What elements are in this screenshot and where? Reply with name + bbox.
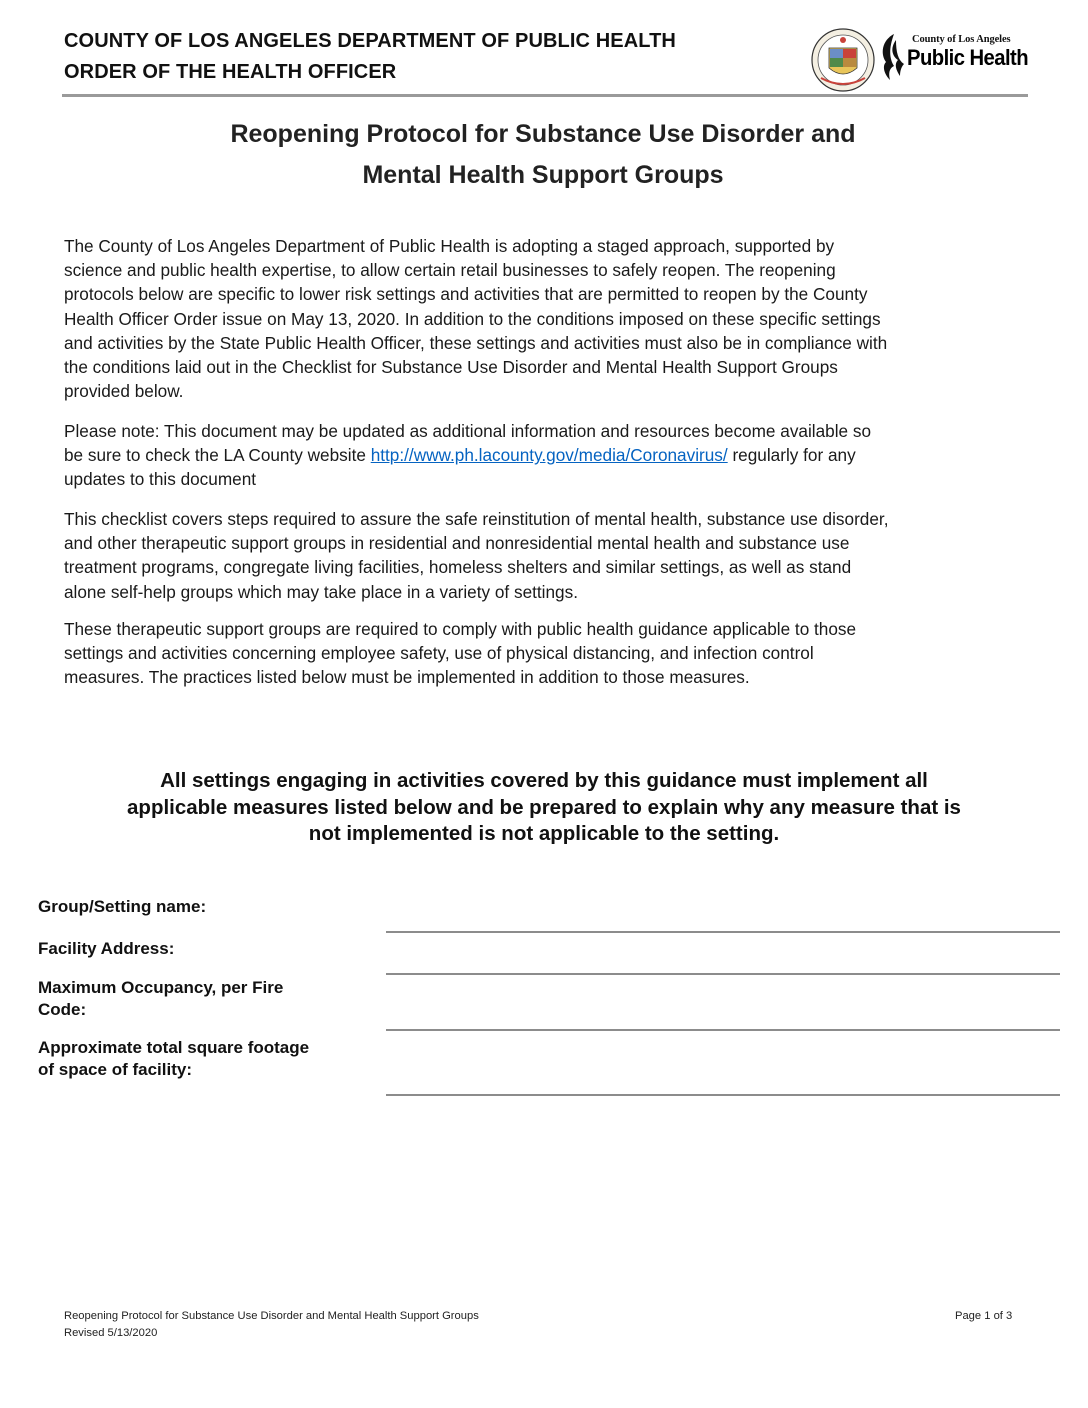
label-line: of space of facility:	[38, 1060, 192, 1079]
implementation-notice	[0, 768, 1088, 848]
paragraph-line: The County of Los Angeles Department of Public Health is adopting a staged approach, supported by	[64, 236, 835, 256]
paragraph-line: These therapeutic support groups are required to comply with public health guidance applicable to those	[64, 619, 857, 639]
paragraph-line: measures. The practices listed below must be implemented in addition to those measures.	[64, 667, 750, 688]
coronavirus-website-link[interactable]: http://www.ph.lacounty.gov/media/Coronavirus/	[370, 445, 728, 466]
paragraph-line: protocols below are specific to lower risk settings and activities that are permitted to reopen by the County	[64, 284, 868, 305]
notice-line: All settings engaging in activities covered by this guidance must implement all	[160, 769, 928, 792]
group-name-label: Group/Setting name:	[38, 897, 207, 916]
paragraph-line: settings and activities concerning employee safety, use of physical distancing, and infection control	[64, 643, 814, 664]
paragraph-line: treatment programs, congregate living facilities, homeless shelters and similar settings, as well as stand	[64, 557, 852, 578]
scope-paragraph	[64, 507, 1014, 604]
paragraph-line: updates to this document	[64, 469, 257, 490]
paragraph-line: provided below.	[64, 381, 184, 402]
footer-revised-date: Revised 5/13/2020	[64, 1327, 158, 1339]
max-occupancy-field[interactable]	[386, 1029, 1060, 1031]
label-line: Maximum Occupancy, per Fire	[38, 978, 284, 997]
footer-page-number: Page 1 of 3	[955, 1310, 1013, 1322]
label-line: Approximate total square footage	[38, 1038, 310, 1057]
paragraph-line	[64, 443, 1014, 467]
notice-line: applicable measures listed below and be prepared to explain why any measure that is	[127, 795, 961, 819]
header-order: ORDER OF THE HEALTH OFFICER	[64, 61, 397, 83]
compliance-paragraph	[64, 617, 1014, 690]
paragraph-line: alone self-help groups which may take place in a variety of settings.	[64, 581, 578, 602]
header-divider	[62, 94, 1028, 97]
paragraph-text: regularly for any	[727, 445, 856, 466]
intro-paragraph	[64, 234, 1014, 403]
logo-public-health-text: Public Health	[907, 45, 1029, 70]
paragraph-line: and other therapeutic support groups in residential and nonresidential mental health and substance use	[64, 533, 850, 554]
paragraph-line: Health Officer Order issue on May 13, 2020. In addition to the conditions imposed on these specific settings	[64, 308, 881, 329]
label-line: Code:	[38, 1000, 87, 1019]
max-occupancy-label	[38, 977, 283, 1021]
paragraph-line: and activities by the State Public Health Officer, these settings and activities must also be in compliance with	[64, 332, 888, 353]
document-title-line-1: Reopening Protocol for Substance Use Disorder and	[230, 120, 856, 148]
facility-address-label: Facility Address:	[38, 939, 175, 958]
county-seal-icon	[811, 28, 875, 92]
paragraph-line: science and public health expertise, to allow certain retail businesses to safely reopen. The reopening	[64, 260, 836, 281]
group-name-field[interactable]	[386, 931, 1060, 933]
note-paragraph	[64, 419, 1014, 492]
logo-county-text: County of Los Angeles	[912, 34, 1011, 45]
facility-address-field[interactable]	[386, 973, 1060, 975]
footer-document-title: Reopening Protocol for Substance Use Disorder and Mental Health Support Groups	[64, 1310, 479, 1322]
paragraph-text: be sure to check the LA County website	[64, 445, 371, 466]
header-department: COUNTY OF LOS ANGELES DEPARTMENT OF PUBLIC HEALTH	[64, 30, 676, 52]
notice-line: not implemented is not applicable to the setting.	[308, 822, 780, 845]
square-footage-field[interactable]	[386, 1094, 1060, 1096]
square-footage-label	[38, 1037, 309, 1081]
paragraph-line: Please note: This document may be updated as additional information and resources become available so	[64, 421, 872, 441]
document-title-line-2: Mental Health Support Groups	[362, 161, 724, 189]
paragraph-line: the conditions laid out in the Checklist for Substance Use Disorder and Mental Health Support Groups	[64, 357, 838, 378]
paragraph-line: This checklist covers steps required to assure the safe reinstitution of mental health, substance use disorder,	[64, 509, 889, 529]
